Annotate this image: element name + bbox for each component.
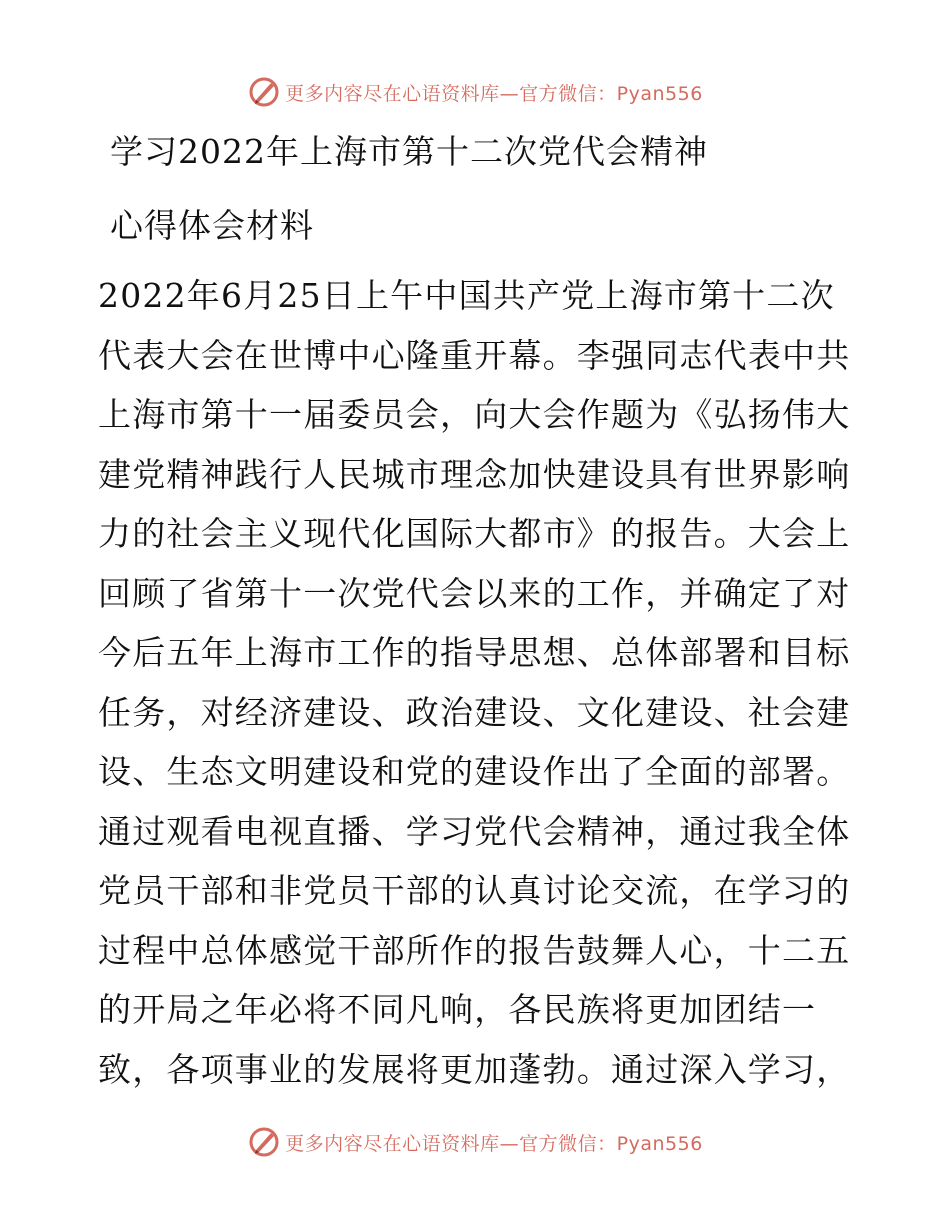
- watermark-text: 更多内容尽在心语资料库—官方微信：Pyan556: [285, 1132, 703, 1155]
- pen-logo-icon: [247, 1125, 281, 1159]
- body-line: 代表大会在世博中心隆重开幕。李强同志代表中共: [98, 335, 851, 375]
- body-line: 过程中总体感觉干部所作的报告鼓舞人心，十二五: [98, 930, 851, 970]
- body-line: 2022年6月25日上午中国共产党上海市第十二次: [98, 276, 835, 315]
- body-line: 力的社会主义现代化国际大都市》的报告。大会上: [98, 514, 851, 553]
- body-line: 致，各项事业的发展将更加蓬勃。通过深入学习，: [98, 1049, 851, 1089]
- body-line: 党员干部和非党员干部的认真讨论交流，在学习的: [98, 871, 851, 910]
- document-body: [98, 266, 858, 1099]
- body-line: 建党精神践行人民城市理念加快建设具有世界影响: [98, 454, 851, 494]
- document-title-line-1: 学习2022年上海市第十二次党代会精神: [110, 132, 708, 171]
- body-line: 今后五年上海市工作的指导思想、总体部署和目标: [98, 633, 851, 672]
- body-line: 的开局之年必将不同凡响，各民族将更加团结一: [98, 990, 817, 1029]
- watermark-text: 更多内容尽在心语资料库—官方微信：Pyan556: [285, 82, 703, 105]
- body-line: 任务，对经济建设、政治建设、文化建设、社会建: [98, 692, 851, 732]
- body-line: 设、生态文明建设和党的建设作出了全面的部署。: [98, 752, 851, 791]
- document-title-line-2: 心得体会材料: [110, 206, 314, 245]
- pen-logo-icon: [247, 75, 281, 109]
- body-line: 通过观看电视直播、学习党代会精神，通过我全体: [98, 811, 851, 851]
- watermark-header: [0, 72, 950, 112]
- watermark-footer: [0, 1122, 950, 1162]
- body-line: 上海市第十一届委员会，向大会作题为《弘扬伟大: [98, 395, 851, 434]
- body-line: 回顾了省第十一次党代会以来的工作，并确定了对: [98, 573, 851, 613]
